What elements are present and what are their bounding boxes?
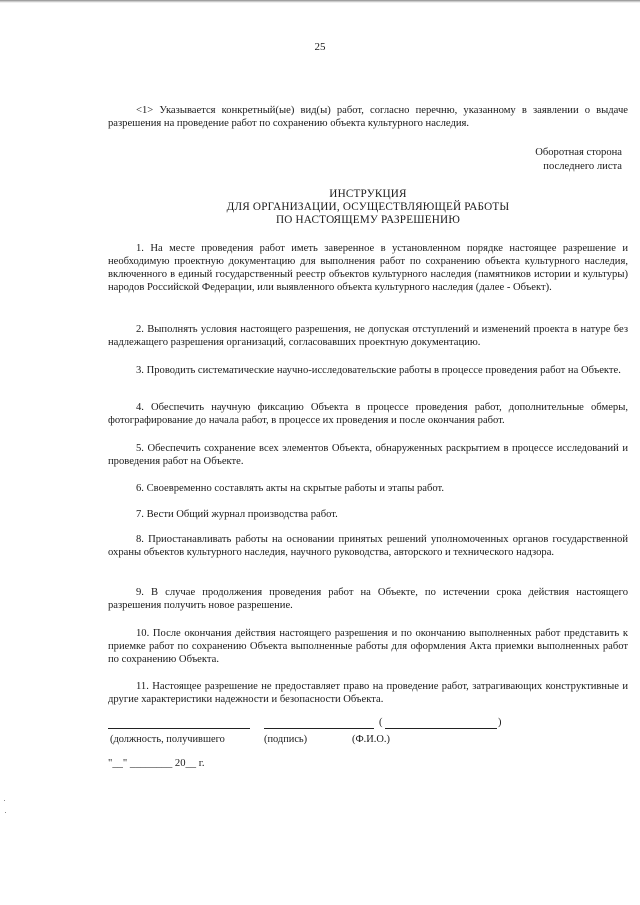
- instruction-item-1: 1. На месте проведения работ иметь заверенное в установленном порядке настоящее разрешение и необходимую проектную документацию для выполнения работ по сохранению объекта культурного наследия, включенного в единый государственный реестр объектов культурного наследия (памятников истории и культуры) народов Российской Федерации, или выявленного объекта культурного наследия (далее - Объект).: [108, 243, 628, 293]
- position-line: [108, 728, 250, 729]
- title-line-1: ИНСТРУКЦИЯ: [329, 188, 407, 200]
- position-label: (должность, получившего: [110, 734, 225, 745]
- reverse-side-note: [535, 146, 622, 174]
- footnote: <1> Указывается конкретный(ые) вид(ы) работ, согласно перечню, указанному в заявлении о выдаче разрешения на проведение работ по сохранению объекта культурного наследия.: [108, 105, 628, 129]
- name-line: [385, 728, 497, 729]
- reverse-side-line-1: Оборотная сторона: [535, 147, 622, 158]
- title-line-3: ПО НАСТОЯЩЕМУ РАЗРЕШЕНИЮ: [275, 214, 461, 226]
- date-line: "__" ________ 20__ г.: [108, 758, 205, 769]
- instruction-item-11: 11. Настоящее разрешение не предоставляет право на проведение работ, затрагивающих конструктивные и другие характеристики надежности и безопасности Объекта.: [108, 681, 628, 705]
- reverse-side-line-2: последнего листа: [543, 161, 622, 172]
- scan-speck: [4, 800, 5, 801]
- signature-label: (подпись): [264, 734, 308, 745]
- scan-speck: [5, 812, 6, 813]
- instruction-item-4: 4. Обеспечить научную фиксацию Объекта в процессе проведения работ, дополнительные обмеры, фотографирование до начала работ, в процессе их проведения и после окончания работ.: [108, 402, 628, 426]
- name-close-paren: ): [498, 717, 502, 728]
- instruction-item-8: 8. Приостанавливать работы на основании принятых решений уполномоченных органов государственной охраны объектов культурного наследия, научного руководства, авторского и технического надзора.: [108, 534, 628, 558]
- title-line-2: ДЛЯ ОРГАНИЗАЦИИ, ОСУЩЕСТВЛЯЮЩЕЙ РАБОТЫ: [226, 201, 510, 213]
- signature-block: [108, 716, 628, 756]
- instruction-item-2: 2. Выполнять условия настоящего разрешения, не допуская отступлений и изменений проекта в натуре без надлежащего разрешения организаций, согласовавших проектную документацию.: [108, 324, 628, 348]
- instruction-item-3: 3. Проводить систематические научно-исследовательские работы в процессе проведения работ на Объекте.: [136, 365, 621, 376]
- signature-line: [264, 728, 374, 729]
- instruction-item-9: 9. В случае продолжения проведения работ на Объекте, по истечении срока действия настоящего разрешения получить новое разрешение.: [108, 587, 628, 611]
- name-open-paren: (: [379, 717, 383, 728]
- scan-edge: [0, 0, 640, 3]
- name-label: (Ф.И.О.): [352, 734, 390, 745]
- instruction-title: [108, 188, 628, 227]
- instruction-item-7: 7. Вести Общий журнал производства работ.: [136, 509, 338, 520]
- instruction-item-10: 10. После окончания действия настоящего разрешения и по окончанию выполненных работ представить к приемке работ по сохранению Объекта выполненные работы для оформления Акта приемки выполненных работ по сохранению Объекта.: [108, 628, 628, 665]
- instruction-item-5: 5. Обеспечить сохранение всех элементов Объекта, обнаруженных раскрытием в процессе исследований и проведения работ на Объекте.: [108, 443, 628, 467]
- instruction-item-6: 6. Своевременно составлять акты на скрытые работы и этапы работ.: [136, 483, 445, 494]
- page-number: 25: [314, 41, 326, 53]
